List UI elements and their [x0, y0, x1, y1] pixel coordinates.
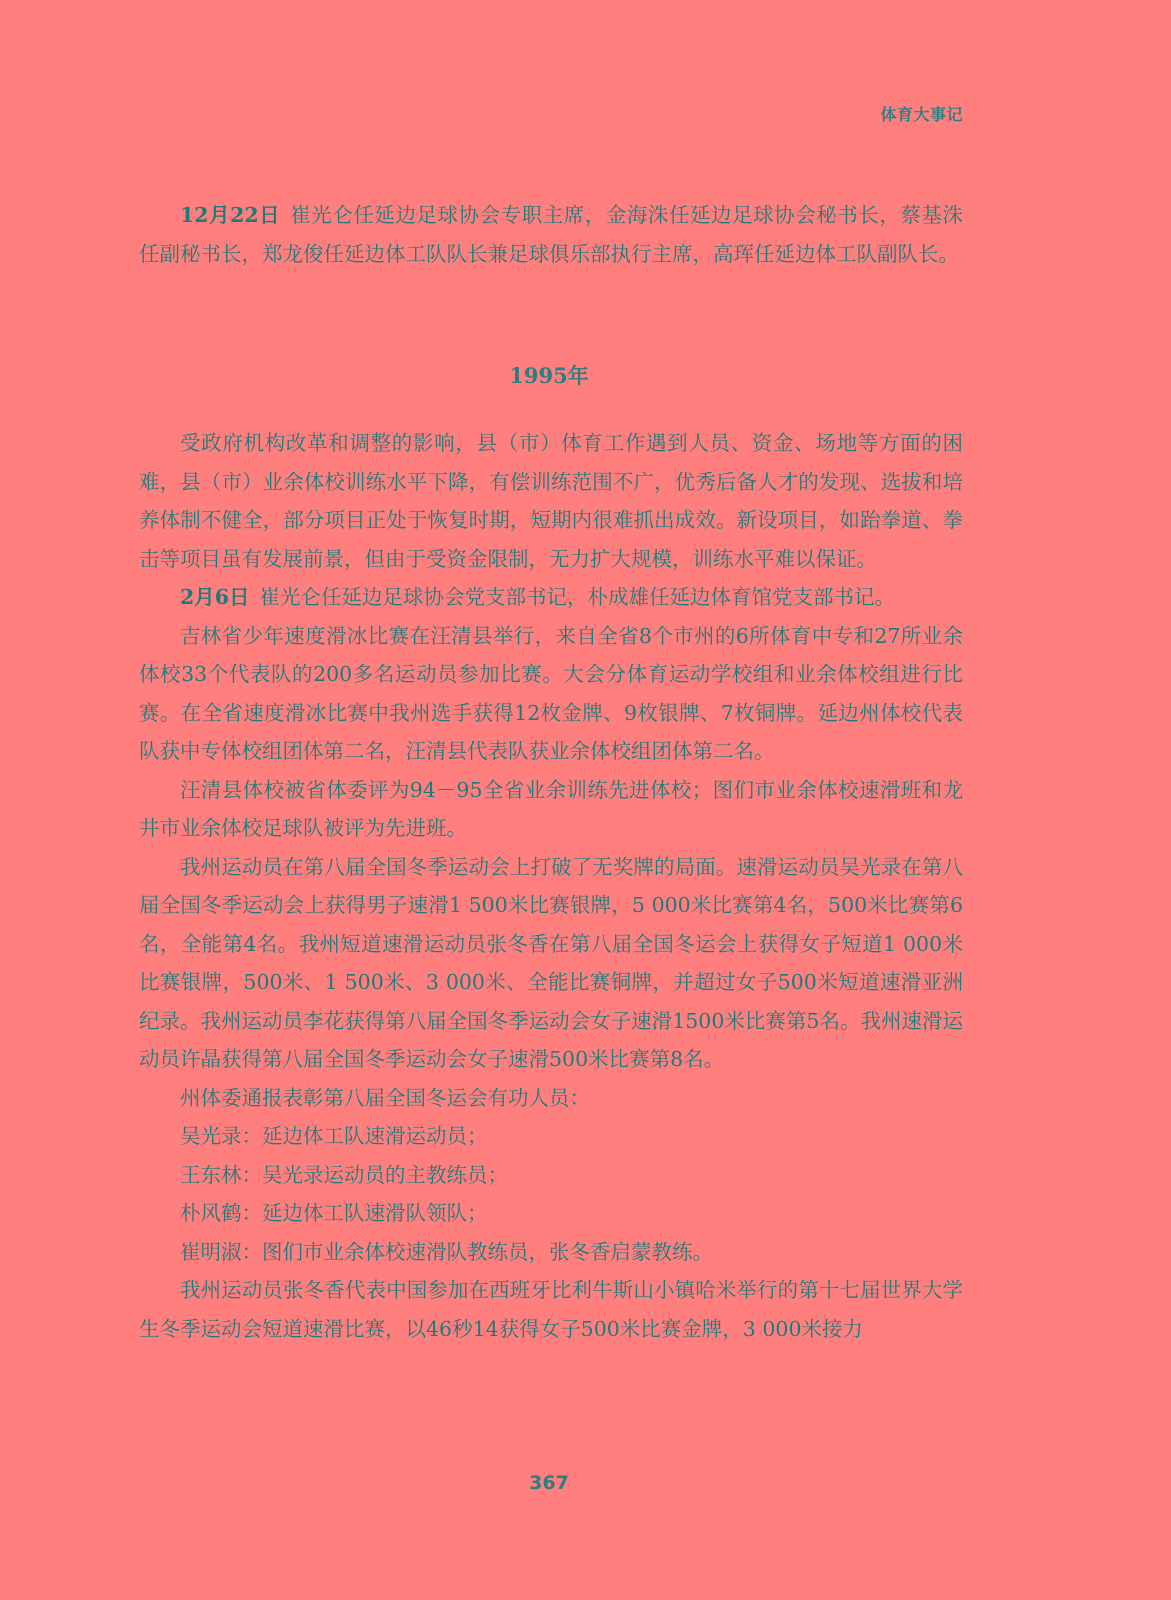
entry-paragraph [139, 848, 963, 1079]
entry-text: 汪清县体校被省体委评为94－95全省业余训练先进体校；图们市业余体校速滑班和龙井市业余体校足球队被评为先进班。 [139, 777, 963, 840]
entry-date: 12月22日 [180, 203, 281, 227]
entry-text: 朴风鹤：延边体工队速滑队领队； [180, 1201, 488, 1225]
entry-text: 崔光仑任延边足球协会党支部书记，朴成雄任延边体育馆党支部书记。 [259, 585, 896, 609]
year-heading: 1995年 [509, 363, 589, 388]
entry-text: 王东林：吴光录运动员的主教练员； [180, 1162, 508, 1187]
entry-text: 吉林省少年速度滑冰比赛在汪清县举行，来自全省8个市州的6所体育中专和27所业余体校33个代表队的200多名运动员参加比赛。大会分体育运动学校组和业余体校组进行比赛。在全省速度滑冰比赛中我州选手获得12枚金牌、9枚银牌、7枚铜牌。延边州体校代表队获中专体校组团体第二名，汪清县代表队获业余体校组团体第二名。 [139, 623, 963, 763]
honoree-item [139, 1233, 963, 1272]
entry-text: 我州运动员张冬香代表中国参加在西班牙比利牛斯山小镇哈米举行的第十七届世界大学生冬季运动会短道速滑比赛，以46秒14获得女子500米比赛金牌，3 000米接力 [139, 1278, 963, 1341]
entry-paragraph [139, 578, 963, 617]
entry-text: 我州运动员在第八届全国冬季运动会上打破了无奖牌的局面。速滑运动员吴光录在第八届全国冬季运动会上获得男子速滑1 500米比赛银牌，5 000米比赛第4名，500米比赛第6名，全能第4名。我州短道速滑运动员张冬香在第八届全国冬运会上获得女子短道1 000米比赛银牌，500米、1 500米、3 000米、全能比赛铜牌，并超过女子500米短道速滑亚洲纪录。我州运动员李花获得第八届全国冬季运动会女子速滑1500米比赛第5名。我州速滑运动员许晶获得第八届全国冬季运动会女子速滑500米比赛第8名。 [139, 854, 963, 1071]
entry-paragraph [139, 424, 963, 578]
honoree-item [139, 1156, 963, 1195]
entry-paragraph [139, 771, 963, 848]
running-header: 体育大事记 [880, 105, 963, 124]
entry-text: 州体委通报表彰第八届全国冬运会有功人员： [180, 1085, 590, 1110]
entry-paragraph [139, 196, 963, 273]
entries-1995 [139, 424, 963, 1348]
honoree-item [139, 1194, 963, 1233]
entry-paragraph [139, 1271, 963, 1348]
page-number: 367 [529, 1472, 569, 1494]
entry-paragraph [139, 617, 963, 771]
honoree-item [139, 1117, 963, 1156]
entries-1994-tail [139, 196, 963, 273]
entry-paragraph [139, 1079, 963, 1118]
entry-text: 吴光录：延边体工队速滑运动员； [180, 1124, 488, 1148]
entry-text: 崔明淑：图们市业余体校速滑队教练员，张冬香启蒙教练。 [180, 1239, 713, 1264]
entry-text: 崔光仑任延边足球协会专职主席，金海洙任延边足球协会秘书长，蔡基洙任副秘书长，郑龙俊任延边体工队队长兼足球俱乐部执行主席，高珲任延边体工队副队长。 [139, 203, 964, 266]
entry-text: 受政府机构改革和调整的影响，县（市）体育工作遇到人员、资金、场地等方面的困难，县（市）业余体校训练水平下降，有偿训练范围不广，优秀后备人才的发现、选拔和培养体制不健全，部分项目正处于恢复时期，短期内很难抓出成效。新设项目，如跆拳道、拳击等项目虽有发展前景，但由于受资金限制，无力扩大规模，训练水平难以保证。 [139, 431, 963, 571]
entry-date: 2月6日 [180, 585, 250, 609]
